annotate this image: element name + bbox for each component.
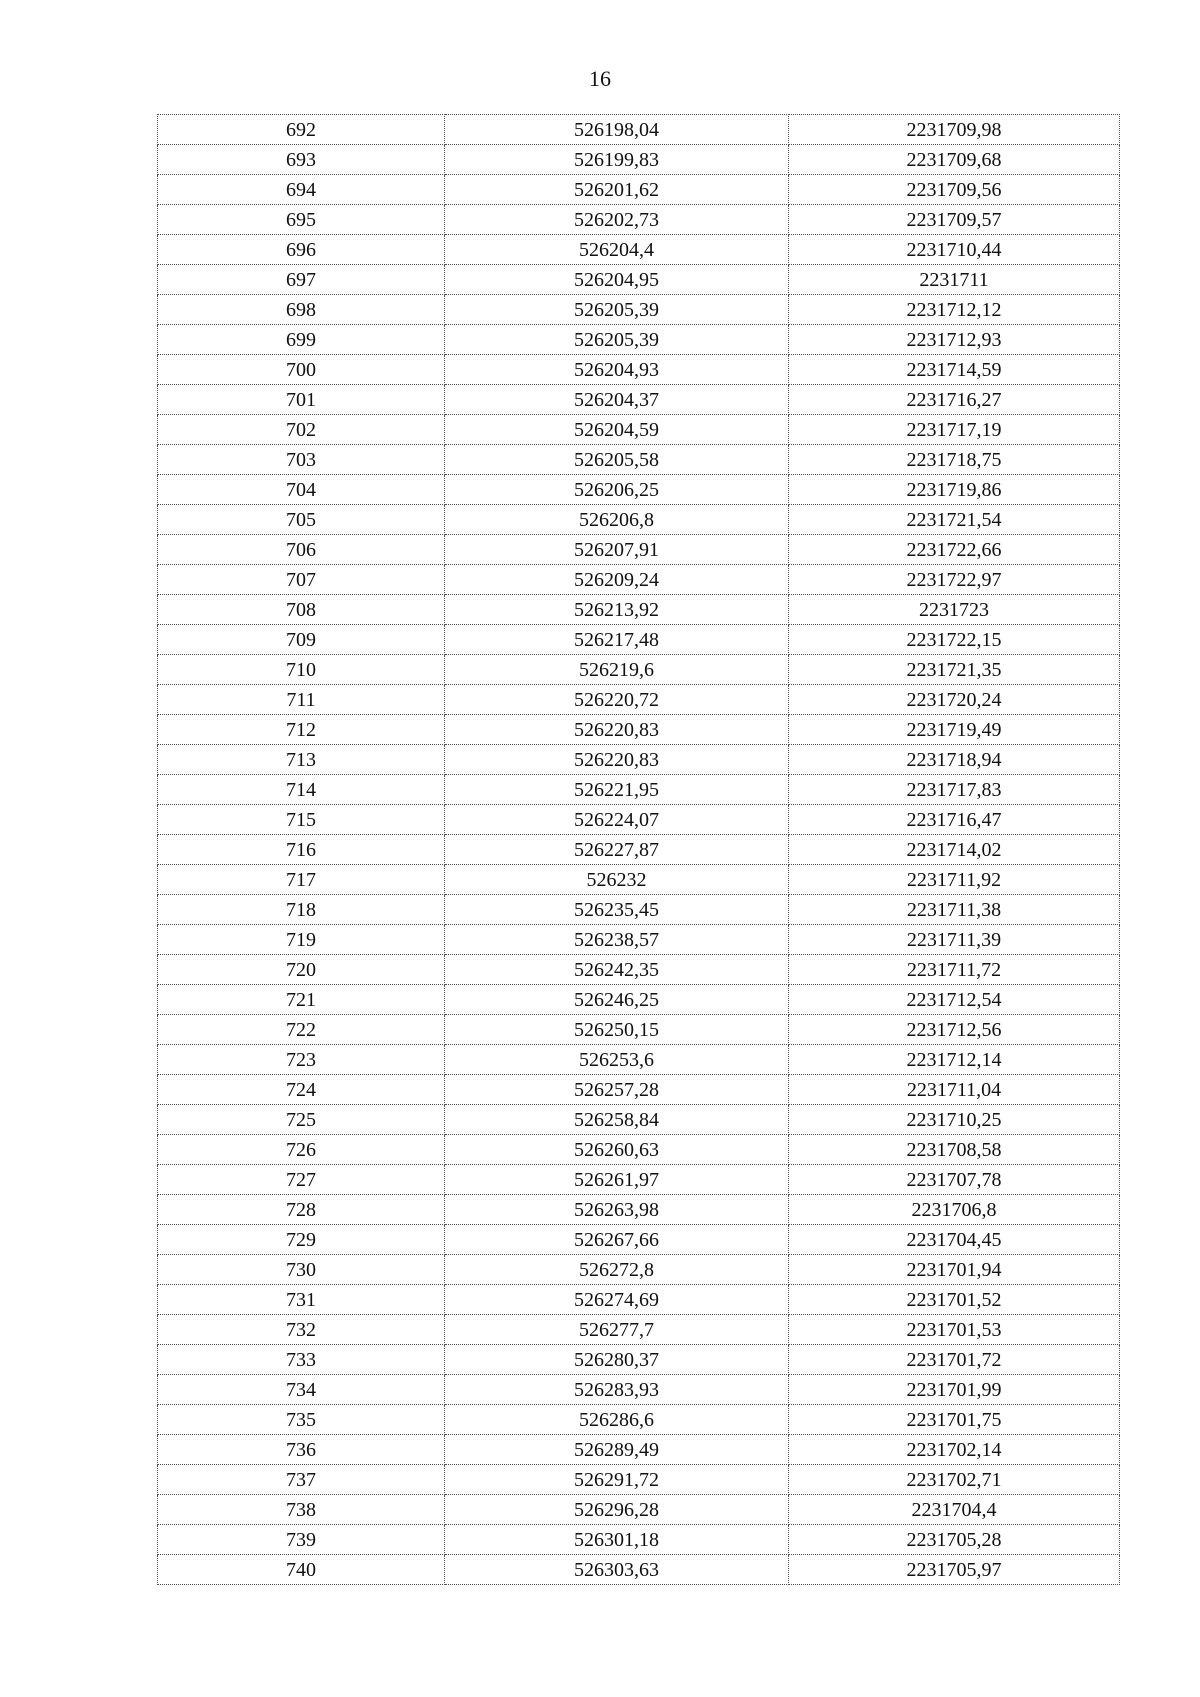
point-number-cell: 703 bbox=[158, 445, 445, 475]
table-row bbox=[158, 595, 1120, 625]
x-coordinate-cell: 526205,39 bbox=[445, 325, 789, 355]
table-row bbox=[158, 415, 1120, 445]
point-number-cell: 704 bbox=[158, 475, 445, 505]
x-coordinate-cell: 526235,45 bbox=[445, 895, 789, 925]
x-coordinate-cell: 526209,24 bbox=[445, 565, 789, 595]
point-number-cell: 716 bbox=[158, 835, 445, 865]
point-number-cell: 702 bbox=[158, 415, 445, 445]
table-row bbox=[158, 745, 1120, 775]
x-coordinate-cell: 526198,04 bbox=[445, 115, 789, 145]
coordinates-table bbox=[157, 114, 1120, 1585]
x-coordinate-cell: 526232 bbox=[445, 865, 789, 895]
table-row bbox=[158, 1195, 1120, 1225]
table-row bbox=[158, 715, 1120, 745]
x-coordinate-cell: 526280,37 bbox=[445, 1345, 789, 1375]
table-row bbox=[158, 835, 1120, 865]
x-coordinate-cell: 526220,83 bbox=[445, 715, 789, 745]
point-number-cell: 718 bbox=[158, 895, 445, 925]
x-coordinate-cell: 526246,25 bbox=[445, 985, 789, 1015]
x-coordinate-cell: 526206,8 bbox=[445, 505, 789, 535]
x-coordinate-cell: 526204,59 bbox=[445, 415, 789, 445]
x-coordinate-cell: 526272,8 bbox=[445, 1255, 789, 1285]
y-coordinate-cell: 2231712,93 bbox=[789, 325, 1120, 355]
point-number-cell: 708 bbox=[158, 595, 445, 625]
y-coordinate-cell: 2231720,24 bbox=[789, 685, 1120, 715]
y-coordinate-cell: 2231701,72 bbox=[789, 1345, 1120, 1375]
point-number-cell: 697 bbox=[158, 265, 445, 295]
table-row bbox=[158, 955, 1120, 985]
table-row bbox=[158, 265, 1120, 295]
coordinates-table-body bbox=[158, 115, 1120, 1585]
point-number-cell: 698 bbox=[158, 295, 445, 325]
table-row bbox=[158, 775, 1120, 805]
point-number-cell: 723 bbox=[158, 1045, 445, 1075]
x-coordinate-cell: 526206,25 bbox=[445, 475, 789, 505]
table-row bbox=[158, 1405, 1120, 1435]
point-number-cell: 721 bbox=[158, 985, 445, 1015]
y-coordinate-cell: 2231711,04 bbox=[789, 1075, 1120, 1105]
x-coordinate-cell: 526303,63 bbox=[445, 1555, 789, 1585]
point-number-cell: 738 bbox=[158, 1495, 445, 1525]
page-number: 16 bbox=[589, 66, 611, 91]
y-coordinate-cell: 2231711,39 bbox=[789, 925, 1120, 955]
point-number-cell: 725 bbox=[158, 1105, 445, 1135]
y-coordinate-cell: 2231722,66 bbox=[789, 535, 1120, 565]
x-coordinate-cell: 526201,62 bbox=[445, 175, 789, 205]
y-coordinate-cell: 2231704,45 bbox=[789, 1225, 1120, 1255]
table-row bbox=[158, 445, 1120, 475]
y-coordinate-cell: 2231710,44 bbox=[789, 235, 1120, 265]
y-coordinate-cell: 2231719,49 bbox=[789, 715, 1120, 745]
table-row bbox=[158, 1165, 1120, 1195]
point-number-cell: 737 bbox=[158, 1465, 445, 1495]
x-coordinate-cell: 526227,87 bbox=[445, 835, 789, 865]
point-number-cell: 739 bbox=[158, 1525, 445, 1555]
x-coordinate-cell: 526250,15 bbox=[445, 1015, 789, 1045]
x-coordinate-cell: 526217,48 bbox=[445, 625, 789, 655]
y-coordinate-cell: 2231702,71 bbox=[789, 1465, 1120, 1495]
table-row bbox=[158, 1435, 1120, 1465]
y-coordinate-cell: 2231722,15 bbox=[789, 625, 1120, 655]
x-coordinate-cell: 526283,93 bbox=[445, 1375, 789, 1405]
x-coordinate-cell: 526301,18 bbox=[445, 1525, 789, 1555]
x-coordinate-cell: 526261,97 bbox=[445, 1165, 789, 1195]
y-coordinate-cell: 2231712,14 bbox=[789, 1045, 1120, 1075]
table-row bbox=[158, 1255, 1120, 1285]
point-number-cell: 726 bbox=[158, 1135, 445, 1165]
x-coordinate-cell: 526238,57 bbox=[445, 925, 789, 955]
x-coordinate-cell: 526213,92 bbox=[445, 595, 789, 625]
table-row bbox=[158, 295, 1120, 325]
x-coordinate-cell: 526258,84 bbox=[445, 1105, 789, 1135]
x-coordinate-cell: 526199,83 bbox=[445, 145, 789, 175]
table-row bbox=[158, 235, 1120, 265]
x-coordinate-cell: 526260,63 bbox=[445, 1135, 789, 1165]
point-number-cell: 736 bbox=[158, 1435, 445, 1465]
x-coordinate-cell: 526204,4 bbox=[445, 235, 789, 265]
point-number-cell: 713 bbox=[158, 745, 445, 775]
x-coordinate-cell: 526202,73 bbox=[445, 205, 789, 235]
y-coordinate-cell: 2231711,92 bbox=[789, 865, 1120, 895]
y-coordinate-cell: 2231723 bbox=[789, 595, 1120, 625]
point-number-cell: 740 bbox=[158, 1555, 445, 1585]
table-row bbox=[158, 535, 1120, 565]
table-row bbox=[158, 1285, 1120, 1315]
x-coordinate-cell: 526267,66 bbox=[445, 1225, 789, 1255]
table-row bbox=[158, 655, 1120, 685]
y-coordinate-cell: 2231711,72 bbox=[789, 955, 1120, 985]
y-coordinate-cell: 2231711,38 bbox=[789, 895, 1120, 925]
y-coordinate-cell: 2231721,54 bbox=[789, 505, 1120, 535]
point-number-cell: 699 bbox=[158, 325, 445, 355]
x-coordinate-cell: 526257,28 bbox=[445, 1075, 789, 1105]
table-row bbox=[158, 565, 1120, 595]
table-row bbox=[158, 625, 1120, 655]
point-number-cell: 693 bbox=[158, 145, 445, 175]
table-row bbox=[158, 685, 1120, 715]
point-number-cell: 727 bbox=[158, 1165, 445, 1195]
y-coordinate-cell: 2231701,52 bbox=[789, 1285, 1120, 1315]
x-coordinate-cell: 526291,72 bbox=[445, 1465, 789, 1495]
table-row bbox=[158, 1135, 1120, 1165]
table-row bbox=[158, 1375, 1120, 1405]
x-coordinate-cell: 526224,07 bbox=[445, 805, 789, 835]
x-coordinate-cell: 526274,69 bbox=[445, 1285, 789, 1315]
point-number-cell: 694 bbox=[158, 175, 445, 205]
point-number-cell: 735 bbox=[158, 1405, 445, 1435]
point-number-cell: 714 bbox=[158, 775, 445, 805]
table-row bbox=[158, 175, 1120, 205]
y-coordinate-cell: 2231705,28 bbox=[789, 1525, 1120, 1555]
point-number-cell: 724 bbox=[158, 1075, 445, 1105]
table-row bbox=[158, 1345, 1120, 1375]
y-coordinate-cell: 2231721,35 bbox=[789, 655, 1120, 685]
point-number-cell: 720 bbox=[158, 955, 445, 985]
table-row bbox=[158, 805, 1120, 835]
point-number-cell: 695 bbox=[158, 205, 445, 235]
table-row bbox=[158, 505, 1120, 535]
y-coordinate-cell: 2231707,78 bbox=[789, 1165, 1120, 1195]
table-row bbox=[158, 475, 1120, 505]
x-coordinate-cell: 526204,93 bbox=[445, 355, 789, 385]
y-coordinate-cell: 2231701,75 bbox=[789, 1405, 1120, 1435]
y-coordinate-cell: 2231716,27 bbox=[789, 385, 1120, 415]
x-coordinate-cell: 526242,35 bbox=[445, 955, 789, 985]
x-coordinate-cell: 526253,6 bbox=[445, 1045, 789, 1075]
point-number-cell: 733 bbox=[158, 1345, 445, 1375]
point-number-cell: 710 bbox=[158, 655, 445, 685]
y-coordinate-cell: 2231717,83 bbox=[789, 775, 1120, 805]
y-coordinate-cell: 2231716,47 bbox=[789, 805, 1120, 835]
table-row bbox=[158, 355, 1120, 385]
table-row bbox=[158, 1555, 1120, 1585]
x-coordinate-cell: 526221,95 bbox=[445, 775, 789, 805]
table-row bbox=[158, 115, 1120, 145]
x-coordinate-cell: 526205,58 bbox=[445, 445, 789, 475]
y-coordinate-cell: 2231701,94 bbox=[789, 1255, 1120, 1285]
point-number-cell: 722 bbox=[158, 1015, 445, 1045]
y-coordinate-cell: 2231709,98 bbox=[789, 115, 1120, 145]
table-row bbox=[158, 325, 1120, 355]
table-row bbox=[158, 1315, 1120, 1345]
point-number-cell: 707 bbox=[158, 565, 445, 595]
table-row bbox=[158, 1075, 1120, 1105]
x-coordinate-cell: 526289,49 bbox=[445, 1435, 789, 1465]
y-coordinate-cell: 2231702,14 bbox=[789, 1435, 1120, 1465]
point-number-cell: 719 bbox=[158, 925, 445, 955]
point-number-cell: 700 bbox=[158, 355, 445, 385]
y-coordinate-cell: 2231709,68 bbox=[789, 145, 1120, 175]
x-coordinate-cell: 526220,72 bbox=[445, 685, 789, 715]
x-coordinate-cell: 526286,6 bbox=[445, 1405, 789, 1435]
y-coordinate-cell: 2231714,59 bbox=[789, 355, 1120, 385]
y-coordinate-cell: 2231718,75 bbox=[789, 445, 1120, 475]
table-row bbox=[158, 1495, 1120, 1525]
point-number-cell: 696 bbox=[158, 235, 445, 265]
x-coordinate-cell: 526263,98 bbox=[445, 1195, 789, 1225]
point-number-cell: 717 bbox=[158, 865, 445, 895]
y-coordinate-cell: 2231712,54 bbox=[789, 985, 1120, 1015]
point-number-cell: 729 bbox=[158, 1225, 445, 1255]
x-coordinate-cell: 526277,7 bbox=[445, 1315, 789, 1345]
x-coordinate-cell: 526204,95 bbox=[445, 265, 789, 295]
y-coordinate-cell: 2231708,58 bbox=[789, 1135, 1120, 1165]
y-coordinate-cell: 2231706,8 bbox=[789, 1195, 1120, 1225]
y-coordinate-cell: 2231704,4 bbox=[789, 1495, 1120, 1525]
y-coordinate-cell: 2231705,97 bbox=[789, 1555, 1120, 1585]
point-number-cell: 706 bbox=[158, 535, 445, 565]
y-coordinate-cell: 2231714,02 bbox=[789, 835, 1120, 865]
point-number-cell: 712 bbox=[158, 715, 445, 745]
x-coordinate-cell: 526296,28 bbox=[445, 1495, 789, 1525]
y-coordinate-cell: 2231709,56 bbox=[789, 175, 1120, 205]
y-coordinate-cell: 2231711 bbox=[789, 265, 1120, 295]
point-number-cell: 728 bbox=[158, 1195, 445, 1225]
point-number-cell: 705 bbox=[158, 505, 445, 535]
x-coordinate-cell: 526219,6 bbox=[445, 655, 789, 685]
y-coordinate-cell: 2231719,86 bbox=[789, 475, 1120, 505]
y-coordinate-cell: 2231709,57 bbox=[789, 205, 1120, 235]
table-row bbox=[158, 925, 1120, 955]
table-row bbox=[158, 205, 1120, 235]
y-coordinate-cell: 2231718,94 bbox=[789, 745, 1120, 775]
y-coordinate-cell: 2231701,53 bbox=[789, 1315, 1120, 1345]
y-coordinate-cell: 2231717,19 bbox=[789, 415, 1120, 445]
y-coordinate-cell: 2231722,97 bbox=[789, 565, 1120, 595]
x-coordinate-cell: 526204,37 bbox=[445, 385, 789, 415]
table-row bbox=[158, 145, 1120, 175]
point-number-cell: 715 bbox=[158, 805, 445, 835]
table-row bbox=[158, 895, 1120, 925]
x-coordinate-cell: 526207,91 bbox=[445, 535, 789, 565]
point-number-cell: 732 bbox=[158, 1315, 445, 1345]
y-coordinate-cell: 2231712,12 bbox=[789, 295, 1120, 325]
table-row bbox=[158, 1045, 1120, 1075]
table-row bbox=[158, 1525, 1120, 1555]
point-number-cell: 709 bbox=[158, 625, 445, 655]
x-coordinate-cell: 526205,39 bbox=[445, 295, 789, 325]
x-coordinate-cell: 526220,83 bbox=[445, 745, 789, 775]
y-coordinate-cell: 2231712,56 bbox=[789, 1015, 1120, 1045]
y-coordinate-cell: 2231701,99 bbox=[789, 1375, 1120, 1405]
point-number-cell: 701 bbox=[158, 385, 445, 415]
point-number-cell: 692 bbox=[158, 115, 445, 145]
point-number-cell: 731 bbox=[158, 1285, 445, 1315]
table-row bbox=[158, 385, 1120, 415]
y-coordinate-cell: 2231710,25 bbox=[789, 1105, 1120, 1135]
point-number-cell: 711 bbox=[158, 685, 445, 715]
table-row bbox=[158, 1105, 1120, 1135]
table-row bbox=[158, 985, 1120, 1015]
point-number-cell: 734 bbox=[158, 1375, 445, 1405]
point-number-cell: 730 bbox=[158, 1255, 445, 1285]
table-row bbox=[158, 1015, 1120, 1045]
table-row bbox=[158, 1225, 1120, 1255]
table-row bbox=[158, 865, 1120, 895]
table-row bbox=[158, 1465, 1120, 1495]
